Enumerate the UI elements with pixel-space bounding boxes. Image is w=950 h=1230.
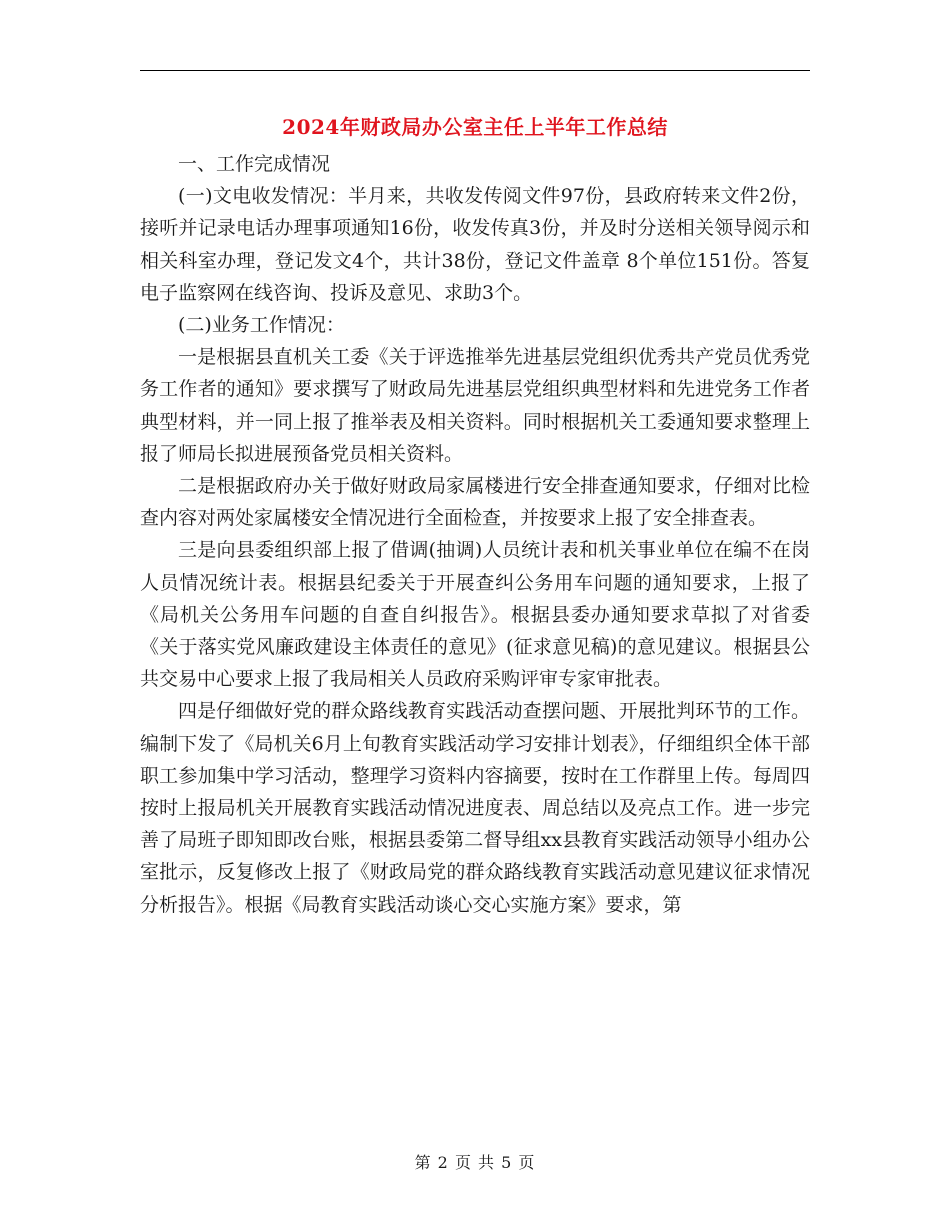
- header-rule: [140, 70, 810, 71]
- document-title: 2024年财政局办公室主任上半年工作总结: [282, 115, 668, 139]
- body-paragraph: 二是根据政府办关于做好财政局家属楼进行安全排查通知要求，仔细对比检查内容对两处家属楼安全情况进行全面检查，并按要求上报了安全排查表。: [140, 475, 810, 530]
- section-heading: 一、工作完成情况: [178, 153, 331, 175]
- body-paragraph: 四是仔细做好党的群众路线教育实践活动查摆问题、开展批判环节的工作。编制下发了《局机关6月上旬教育实践活动学习安排计划表》，仔细组织全体干部职工参加集中学习活动，整理学习资料内容摘要，按时在工作群里上传。每周四按时上报局机关开展教育实践活动情况进度表、周总结以及亮点工作。进一步完善了局班子即知即改台账，根据县委第二督导组xx县教育实践活动领导小组办公室批示，反复修改上报了《财政局党的群众路线教育实践活动意见建议征求情况分析报告》。根据《局教育实践活动谈心交心实施方案》要求，第: [140, 700, 810, 916]
- document-body: [140, 148, 810, 921]
- body-paragraph: 三是向县委组织部上报了借调(抽调)人员统计表和机关事业单位在编不在岗人员情况统计表。根据县纪委关于开展查纠公务用车问题的通知要求，上报了《局机关公务用车问题的自查自纠报告》。根据县委办通知要求草拟了对省委《关于落实党风廉政建设主体责任的意见》(征求意见稿)的意见建议。根据县公共交易中心要求上报了我局相关人员政府采购评审专家审批表。: [140, 539, 810, 691]
- page-number: 第 2 页 共 5 页: [414, 1153, 536, 1172]
- body-paragraph: (一)文电收发情况：半月来，共收发传阅文件97份，县政府转来文件2份，接听并记录电话办理事项通知16份，收发传真3份，并及时分送相关领导阅示和相关科室办理，登记发文4个，共计38份，登记文件盖章 8个单位151份。答复电子监察网在线咨询、投诉及意见、求助3个。: [140, 185, 810, 304]
- body-paragraph: 一是根据县直机关工委《关于评选推举先进基层党组织优秀共产党员优秀党务工作者的通知》要求撰写了财政局先进基层党组织典型材料和先进党务工作者典型材料，并一同上报了推举表及相关资料。同时根据机关工委通知要求整理上报了师局长拟进展预备党员相关资料。: [140, 346, 810, 465]
- subsection-heading: (二)业务工作情况：: [178, 314, 345, 337]
